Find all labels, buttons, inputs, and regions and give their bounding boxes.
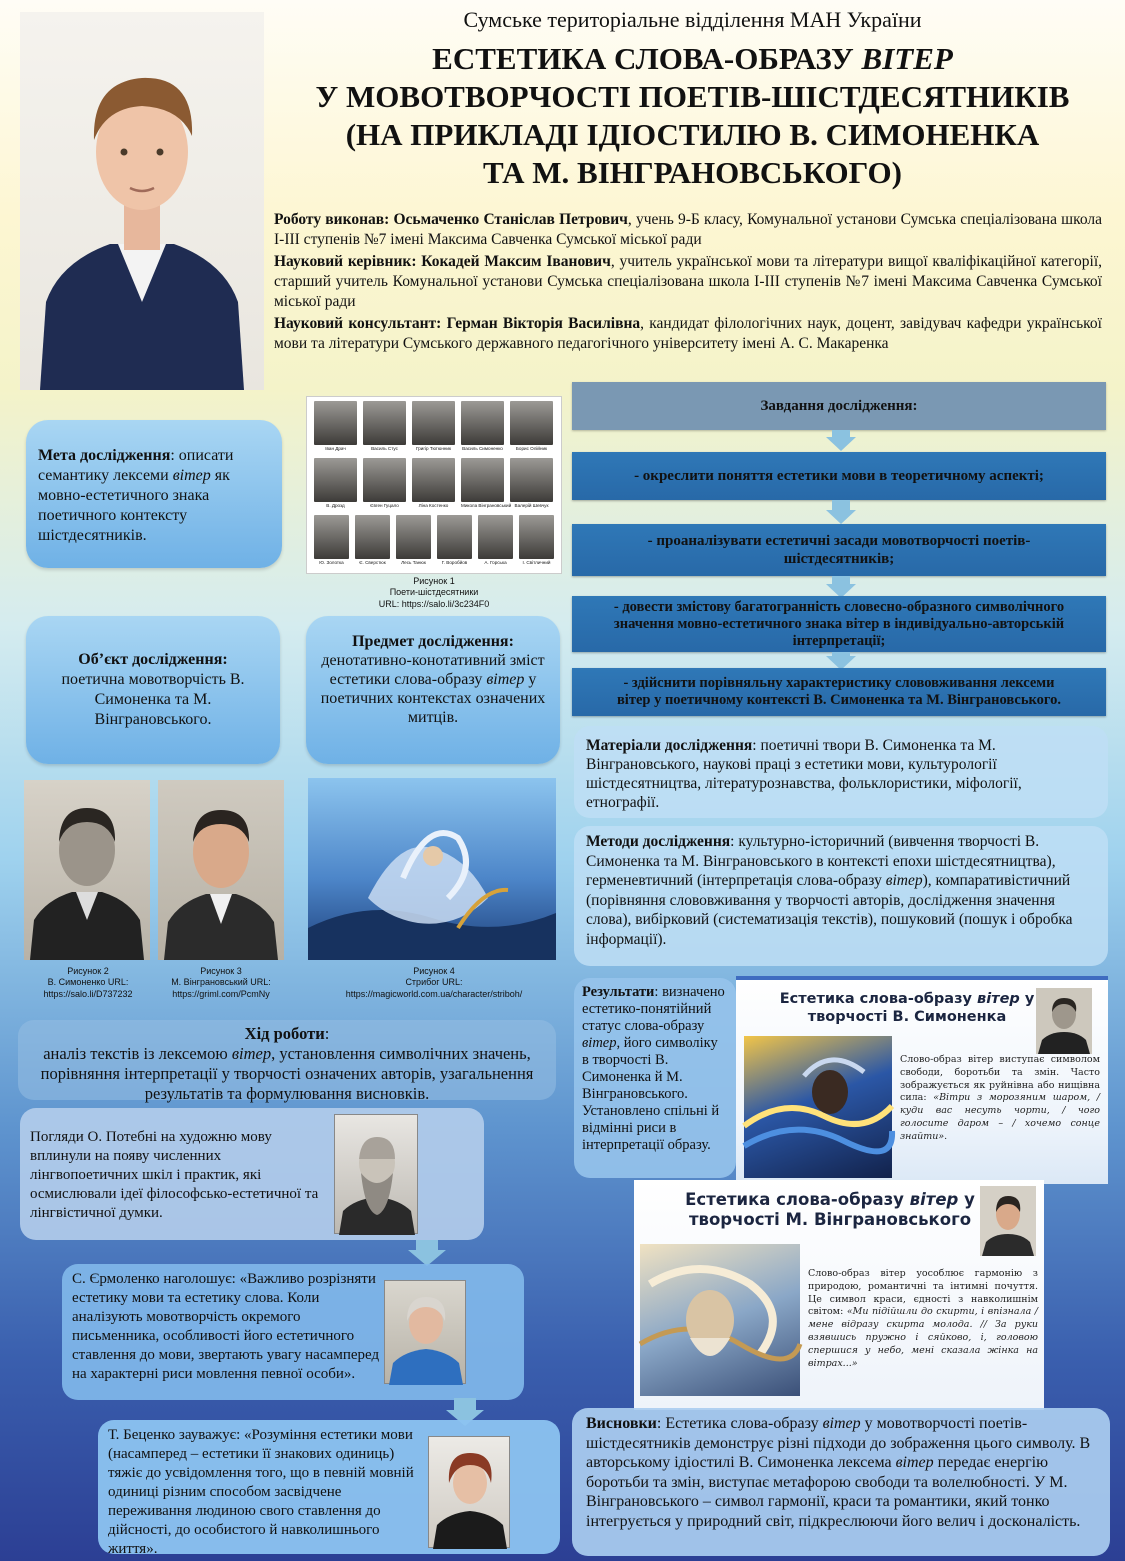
arrow-stem [832, 500, 850, 510]
supervisor-name: Кокадей Максим Іванович [421, 253, 611, 270]
poet-thumbnail [412, 458, 455, 514]
poet-name: І. Світличний [522, 560, 551, 565]
card-symonenko-art [744, 1036, 892, 1178]
poet-photo [412, 401, 455, 445]
consultant: Науковий консультант: Герман Вікторія Василівна, кандидат філологічних наук, доцент, завідувач кафедри української мови та літератури Сумського державного педагогічного університету імені А. С. Макаренка [274, 315, 1102, 352]
potebnia-photo [334, 1114, 418, 1234]
organization-name: Сумське територіальне відділення МАН України [463, 7, 922, 32]
author-photo [20, 12, 264, 390]
poet-name: Ю. Золотка [319, 560, 344, 565]
card-symonenko-title: Естетика слова-образу вітер у творчості В. Симоненка [779, 991, 1035, 1025]
arrow-stem [454, 1398, 476, 1410]
results-box: Результати: визначено естетико-понятійний статус слова-образу вітер, його символіку в творчості В. Симоненка й М. Вінграновського. Установлено спільні й відмінні риси в інтерпретації образу. [574, 978, 736, 1178]
yermolenko-photo [384, 1280, 466, 1384]
poet-photo [519, 515, 554, 559]
goal-box: Мета дослідження: описати семантику лексеми вітер як мовно-естетичного знака поетичного контексту шістдесятників. [26, 420, 282, 568]
poet-name: Борис Олійник [515, 446, 548, 451]
yermolenko-portrait-illustration [385, 1281, 467, 1385]
figure-4-caption: Рисунок 4 Стрибог URL: https://magicworld.com.ua/character/striboh/ [345, 966, 523, 999]
subject-label: Предмет дослідження [352, 633, 509, 650]
arrow-stem [832, 576, 850, 584]
title-line-1: ЕСТЕТИКА СЛОВА-ОБРАЗУ [432, 41, 862, 76]
wind-face-illustration [640, 1244, 800, 1396]
author-portrait-illustration [20, 12, 264, 390]
card-symonenko [736, 976, 1108, 1184]
poet-photo [478, 515, 513, 559]
title-line-4: ТА М. ВІНГРАНОВСЬКОГО) [483, 155, 902, 190]
poet-name: Василь Стус [371, 446, 398, 451]
symonenko-small-portrait [1036, 988, 1092, 1054]
card-symonenko-text: Слово-образ вітер виступає символом свободи, боротьби та змін. Часто зображується як руйнівна або нищівна сила: «Вітри з морозяним шаром, / куди вас несуть чорти, / чого голосите даром – / хочемо сонце знайти». [900, 1054, 1100, 1142]
poster-title [270, 40, 1115, 192]
materials-label: Матеріали дослідження [586, 737, 753, 754]
betsenko-portrait-illustration [429, 1437, 511, 1549]
conclusions-box: Висновки: Естетика слова-образу вітер у мовотворчості поетів-шістдесятників демонструє різні підходи до зображення цього символу. В авторському ідіостилі В. Симоненка лексема вітер передає енергію боротьби та змін, виступає метафорою свободи та волелюбності. У М. Вінграновського – символ гармонії, краси та романтики, який тонко інтегрується у природний світ, підкреслюючи його велич і досконалість. [572, 1408, 1110, 1556]
card-vinhranovskyi-text: Слово-образ вітер уособлює гармонію з природою, романтичні та інтимні почуття. Це символ краси, єдності з навколишнім світом: «Ми підійшли до скирти, і впізнала / мене відразу скирта молода. // За руки взявшись пружно і сяйково, і, головою спершися у небо, мені сказала жінка на вітрах...» [808, 1268, 1038, 1369]
card-vinhranovskyi-art [640, 1244, 800, 1396]
task-item: - окреслити поняття естетики мови в теоретичному аспекті; [572, 452, 1106, 500]
down-arrow-icon [826, 437, 856, 451]
poet-name: Ліна Костенко [418, 503, 449, 508]
object-box: Об’єкт дослідження: поетична мовотворчість В. Симоненка та М. Вінграновського. [26, 616, 280, 764]
symonenko-portrait-illustration [24, 780, 150, 960]
poet-photo [355, 515, 390, 559]
figure-1-caption: Рисунок 1 Поети-шістдесятники URL: https://salo.li/3c234F0 [378, 576, 490, 609]
card-symonenko-photo [1036, 988, 1092, 1054]
poet-photo [461, 401, 504, 445]
poet-thumbnail [314, 458, 357, 514]
figure-1-poets-grid [306, 396, 562, 574]
figure-3-caption: Рисунок 3 М. Вінграновський URL: https://griml.com/PcmNy [171, 966, 271, 999]
arrow-stem [416, 1240, 438, 1250]
poet-photo [314, 401, 357, 445]
poet-thumbnail [510, 401, 553, 457]
poet-photo [363, 458, 406, 502]
wind-god-illustration [308, 778, 556, 960]
card-vinhranovskyi-photo [980, 1186, 1036, 1256]
title-line-3: (НА ПРИКЛАДІ ІДІОСТИЛЮ В. СИМОНЕНКА [345, 117, 1040, 152]
poet-photo [461, 458, 504, 502]
supervisor: Науковий керівник: Кокадей Максим Іванович, учитель української мови та літератури вищої кваліфікаційної категорії, старший учитель Комунальної установи Сумська спеціалізована школа І-ІІІ ступенів №7 імені Максима Савченка Сумської міської ради [274, 253, 1102, 310]
progress-label: Хід роботи [244, 1024, 325, 1043]
title-word-viter: ВІТЕР [861, 41, 953, 76]
poets-photo-grid [311, 401, 559, 571]
materials-box: Матеріали дослідження: поетичні твори В. Симоненка та М. Вінграновського, наукові праці з естетики мови, культурології шістдесятництва, літературознавства, фольклористики, міфології, етнографії. [574, 726, 1108, 818]
task-item: - довести змістову багатогранність словесно-образного символічного значення мовно-естетичного знака вітер в індивідуально-авторській інтерпретації; [572, 596, 1106, 652]
title-line-2: У МОВОТВОРЧОСТІ ПОЕТІВ-ШІСТДЕСЯТНИКІВ [315, 79, 1070, 114]
poet-thumbnail [314, 515, 349, 571]
results-label: Результати [582, 984, 655, 1000]
poet-thumbnail [478, 515, 513, 571]
subject-box: Предмет дослідження: денотативно-конотативний зміст естетики слова-образу вітер у поетичних контекстах означених митців. [306, 616, 560, 764]
vinhranovskyi-portrait-illustration [158, 780, 284, 960]
poet-thumbnail [461, 458, 512, 514]
poet-photo [510, 458, 553, 502]
poet-name: Г. Воробйов [441, 560, 468, 565]
poet-name: В. Дрозд [326, 503, 345, 508]
potebnia-portrait-illustration [335, 1115, 419, 1235]
authors-block [274, 210, 1102, 354]
figure-4-stryboh-illustration [308, 778, 556, 960]
down-arrow-icon [826, 510, 856, 524]
poet-name: Григір Тютюнник [415, 446, 452, 451]
betsenko-photo [428, 1436, 510, 1548]
conclusions-label: Висновки [586, 1415, 657, 1432]
poet-name: Лесь Танюк [401, 560, 426, 565]
tasks-header: Завдання дослідження: [572, 382, 1106, 430]
performer: Роботу виконав: Осьмаченко Станіслав Петрович, учень 9-Б класу, Комунальної установи Сумська спеціалізована школа І-ІІІ ступенів №7 імені Максима Савченка Сумської міської ради [274, 211, 1102, 248]
poet-name: Василь Симоненко [462, 446, 503, 451]
methods-box: Методи дослідження: культурно-історичний (вивчення творчості В. Симоненка та М. Вінграновського в контексті епохи шістдесятництва), герменевтичний (інтерпретація слова-образу вітер), компаративістичний (порівняння слововживання у творчості авторів, дослідження значення слова), вибірковий (систематизація текстів), пошуковий (пошук і обробка інформації). [574, 826, 1108, 966]
poet-photo [396, 515, 431, 559]
poet-thumbnail [519, 515, 554, 571]
object-label: Об’єкт дослідження [78, 651, 223, 668]
quote-betsenko: Т. Беценко зауважує: «Розуміння естетики мови (насамперед – естетики її знакових одиниць) тяжіє до усвідомлення того, що в певній мовній одиниці різним способом засвідчене переживання людиною свого ставлення до дійсності, до особистого й навколишнього життя». [98, 1420, 560, 1554]
goal-label: Мета дослідження [38, 447, 171, 464]
poet-name: Євген Гуцало [370, 503, 399, 508]
wind-poet-illustration [744, 1036, 892, 1178]
poet-photo [363, 401, 406, 445]
figure-2-symonenko-photo [24, 780, 150, 960]
progress-box: Хід роботи: аналіз текстів із лексемою вітер, установлення символічних значень, порівняння інтерпретації у творчості означених авторів, узагальнення результатів та формулювання висновків. [18, 1020, 556, 1100]
task-item: - здійснити порівняльну характеристику слововживання лексеми вітер у поетичному контексті В. Симоненка та М. Вінграновського. [572, 668, 1106, 716]
poet-photo [314, 458, 357, 502]
performer-name: Осьмаченко Станіслав Петрович [393, 211, 628, 228]
card-vinhranovskyi [634, 1180, 1044, 1410]
poet-name: Микола Вінграновський [461, 503, 512, 508]
header [270, 6, 1115, 192]
poet-name: А. Горська [484, 560, 507, 565]
poet-photo [437, 515, 472, 559]
poet-thumbnail [355, 515, 390, 571]
poet-thumbnail [363, 401, 406, 457]
figure-3-vinhranovskyi-photo [158, 780, 284, 960]
poet-thumbnail [314, 401, 357, 457]
card-vinhranovskyi-title: Естетика слова-образу вітер у творчості М. Вінграновського [685, 1190, 975, 1229]
quote-yermolenko: С. Єрмоленко наголошує: «Важливо розрізняти естетику мови та естетику слова. Коли аналізують мовотворчість окремого письменника, особливості його естетичного ставлення до мови, звертають увагу насамперед на характерні риси мовлення певної особи». [62, 1264, 524, 1400]
vinhranovskyi-small-portrait [980, 1186, 1036, 1256]
poet-photo [314, 515, 349, 559]
methods-label: Методи дослідження [586, 833, 731, 850]
poet-thumbnail [510, 458, 553, 514]
poet-name: Валерій Шевчук [514, 503, 549, 508]
poet-name: Є. Сверстюк [359, 560, 386, 565]
figure-2-caption: Рисунок 2 В. Симоненко URL: https://salo.li/D737232 [43, 966, 133, 999]
poet-photo [412, 458, 455, 502]
poet-thumbnail [412, 401, 455, 457]
poet-name: Іван Драч [325, 446, 346, 451]
poet-thumbnail [396, 515, 431, 571]
poet-photo [510, 401, 553, 445]
poet-thumbnail [363, 458, 406, 514]
poet-thumbnail [461, 401, 504, 457]
task-item: - проаналізувати естетичні засади мовотворчості поетів-шістдесятників; [572, 524, 1106, 576]
quote-potebnia: Погляди О. Потебні на художню мову вплинули на появу численних лінгвопоетичних шкіл і практик, які осмислювали ідеї філософсько-естетичної та лінгвістичної думки. [20, 1108, 484, 1240]
consultant-name: Герман Вікторія Василівна [446, 315, 641, 332]
poet-thumbnail [437, 515, 472, 571]
